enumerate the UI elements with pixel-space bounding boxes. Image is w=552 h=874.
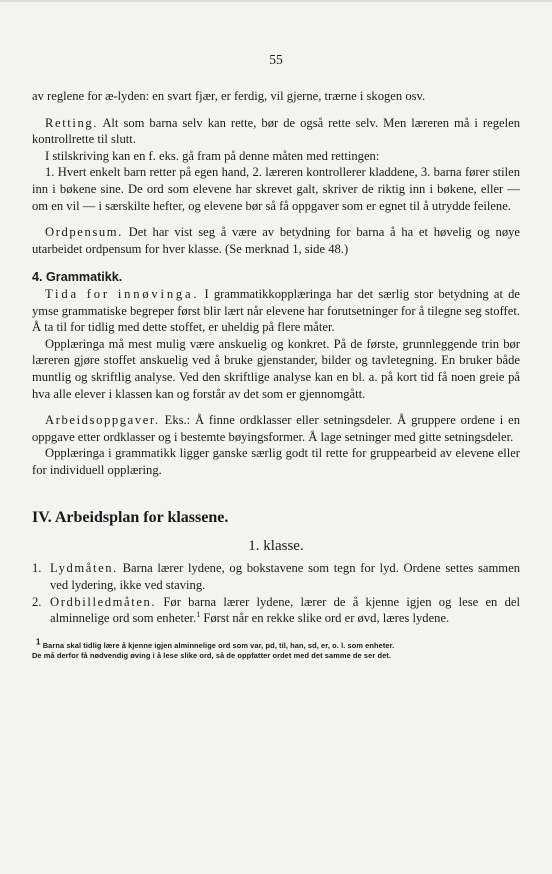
retting-label: Retting. [45, 115, 99, 130]
footnote-marker: 1 [196, 610, 201, 620]
list-item-body-continued: Først når en rekke slike ord er øvd, læres lydene. [200, 611, 450, 626]
page-body [32, 88, 520, 661]
list-item-text [50, 594, 520, 627]
tida-label: Tida for innøvinga. [45, 286, 200, 301]
arbeidsoppgaver-text: Eks.: Å finne ordklasser eller setningsdeler. Å gruppere ordene i en oppgave etter ordklasser og i bestemte bøyingsformer. Å lage setninger med gitte setningsdeler. [32, 413, 520, 444]
tida-text: I grammatikkopplæringa har det særlig stor betydning at de ymse grammatiske begreper først blir lært når elevene har forutsetninger for å tilegne seg stoffet. Å ta til for tidlig med dette stoffet, er uheldig på flere måter. [32, 286, 520, 335]
list-item-number: 1. [32, 561, 42, 576]
ordpensum-text: Det har vist seg å være av betydning for barna å ha et høvelig og nøye utarbeidet ordpensum for hver klasse. (Se merknad 1, side 48.) [32, 225, 520, 256]
list-item-body: Før barna lærer lydene, lærer de å kjenne igjen og lese en del alminnelige ord som enheter. [50, 594, 520, 626]
paragraph-ordpensum [32, 224, 520, 257]
footnote-line [32, 637, 520, 651]
section-heading-grammatikk: 4. Grammatikk. [32, 270, 123, 285]
paragraph-opplaeringa-gruppearbeid: Opplæringa i grammatikk ligger ganske særlig godt til rette for gruppearbeid av elevene eller for individuell opplæring. [32, 446, 520, 477]
paragraph-tida [32, 286, 520, 336]
footnote [32, 637, 520, 661]
list-item [32, 560, 520, 593]
paragraph-hvert-enkelt: 1. Hvert enkelt barn retter på egen hand, 2. læreren kontrollerer kladdene, 3. barna fører stilen inn i bøkene sine. De ord som elevene har skrevet galt, skriver de riktig inn i bøkene, eller — om en vil — i særskilte hefter, og elevene bør så få oppgaver som er egnet til å utrydde feilene. [32, 165, 520, 213]
subheading-1-klasse: 1. klasse. [248, 538, 304, 555]
list-item-label: Lydmåten. [50, 561, 118, 576]
ordpensum-label: Ordpensum. [45, 225, 123, 240]
paragraph-stilskriving: I stilskriving kan en f. eks. gå fram på denne måten med rettingen: [45, 148, 380, 163]
page-number: 55 [269, 52, 283, 67]
list-item-body: Barna lærer lydene, og bokstavene som tegn for lyd. Ordene settes sammen ved lydering, ikke ved staving. [50, 561, 520, 593]
footnote-number: 1 [36, 637, 41, 647]
paragraph-ae-lyden: av reglene for æ-lyden: en svart fjær, er ferdig, vil gjerne, trærne i skogen osv. [32, 89, 426, 103]
list-item-text [50, 560, 520, 593]
footnote-line: De må derfor få nødvendig øving i å lese slike ord, så de oppfatter ordet med det samme de ser det. [32, 650, 391, 660]
page-top-edge [0, 0, 552, 2]
arbeidsoppgaver-label: Arbeidsoppgaver. [45, 413, 160, 428]
paragraph-opplaeringa-anskuelig: Opplæringa må mest mulig være anskuelig og konkret. På de første, grunnleggende trin bør læreren gjøre stoffet anskuelig ved å bruke gjenstander, bilder og tavletegning. En bruker både muntlig og skriftlig analyse. Ved den skriftlige analyse kan en bl. a. på kort tid få noen greie på hva alle elever i klassen kan og forstår av det som er gjennomgått. [32, 336, 520, 401]
list-item [32, 594, 520, 627]
paragraph-retting [32, 115, 520, 148]
footnote-text: Barna skal tidlig lære å kjenne igjen alminnelige ord som var, pd, til, han, sd, er, o. l. som enheter. [40, 640, 395, 650]
method-list [32, 560, 520, 626]
list-item-number: 2. [32, 594, 42, 609]
retting-text: Alt som barna selv kan rette, bør de også rette selv. Men læreren må i regelen kontrollrette til slutt. [32, 115, 520, 147]
section-heading-arbeidsplan: IV. Arbeidsplan for klassene. [32, 509, 229, 527]
list-item-label: Ordbilledmåten. [50, 594, 157, 609]
paragraph-arbeidsoppgaver [32, 412, 520, 445]
